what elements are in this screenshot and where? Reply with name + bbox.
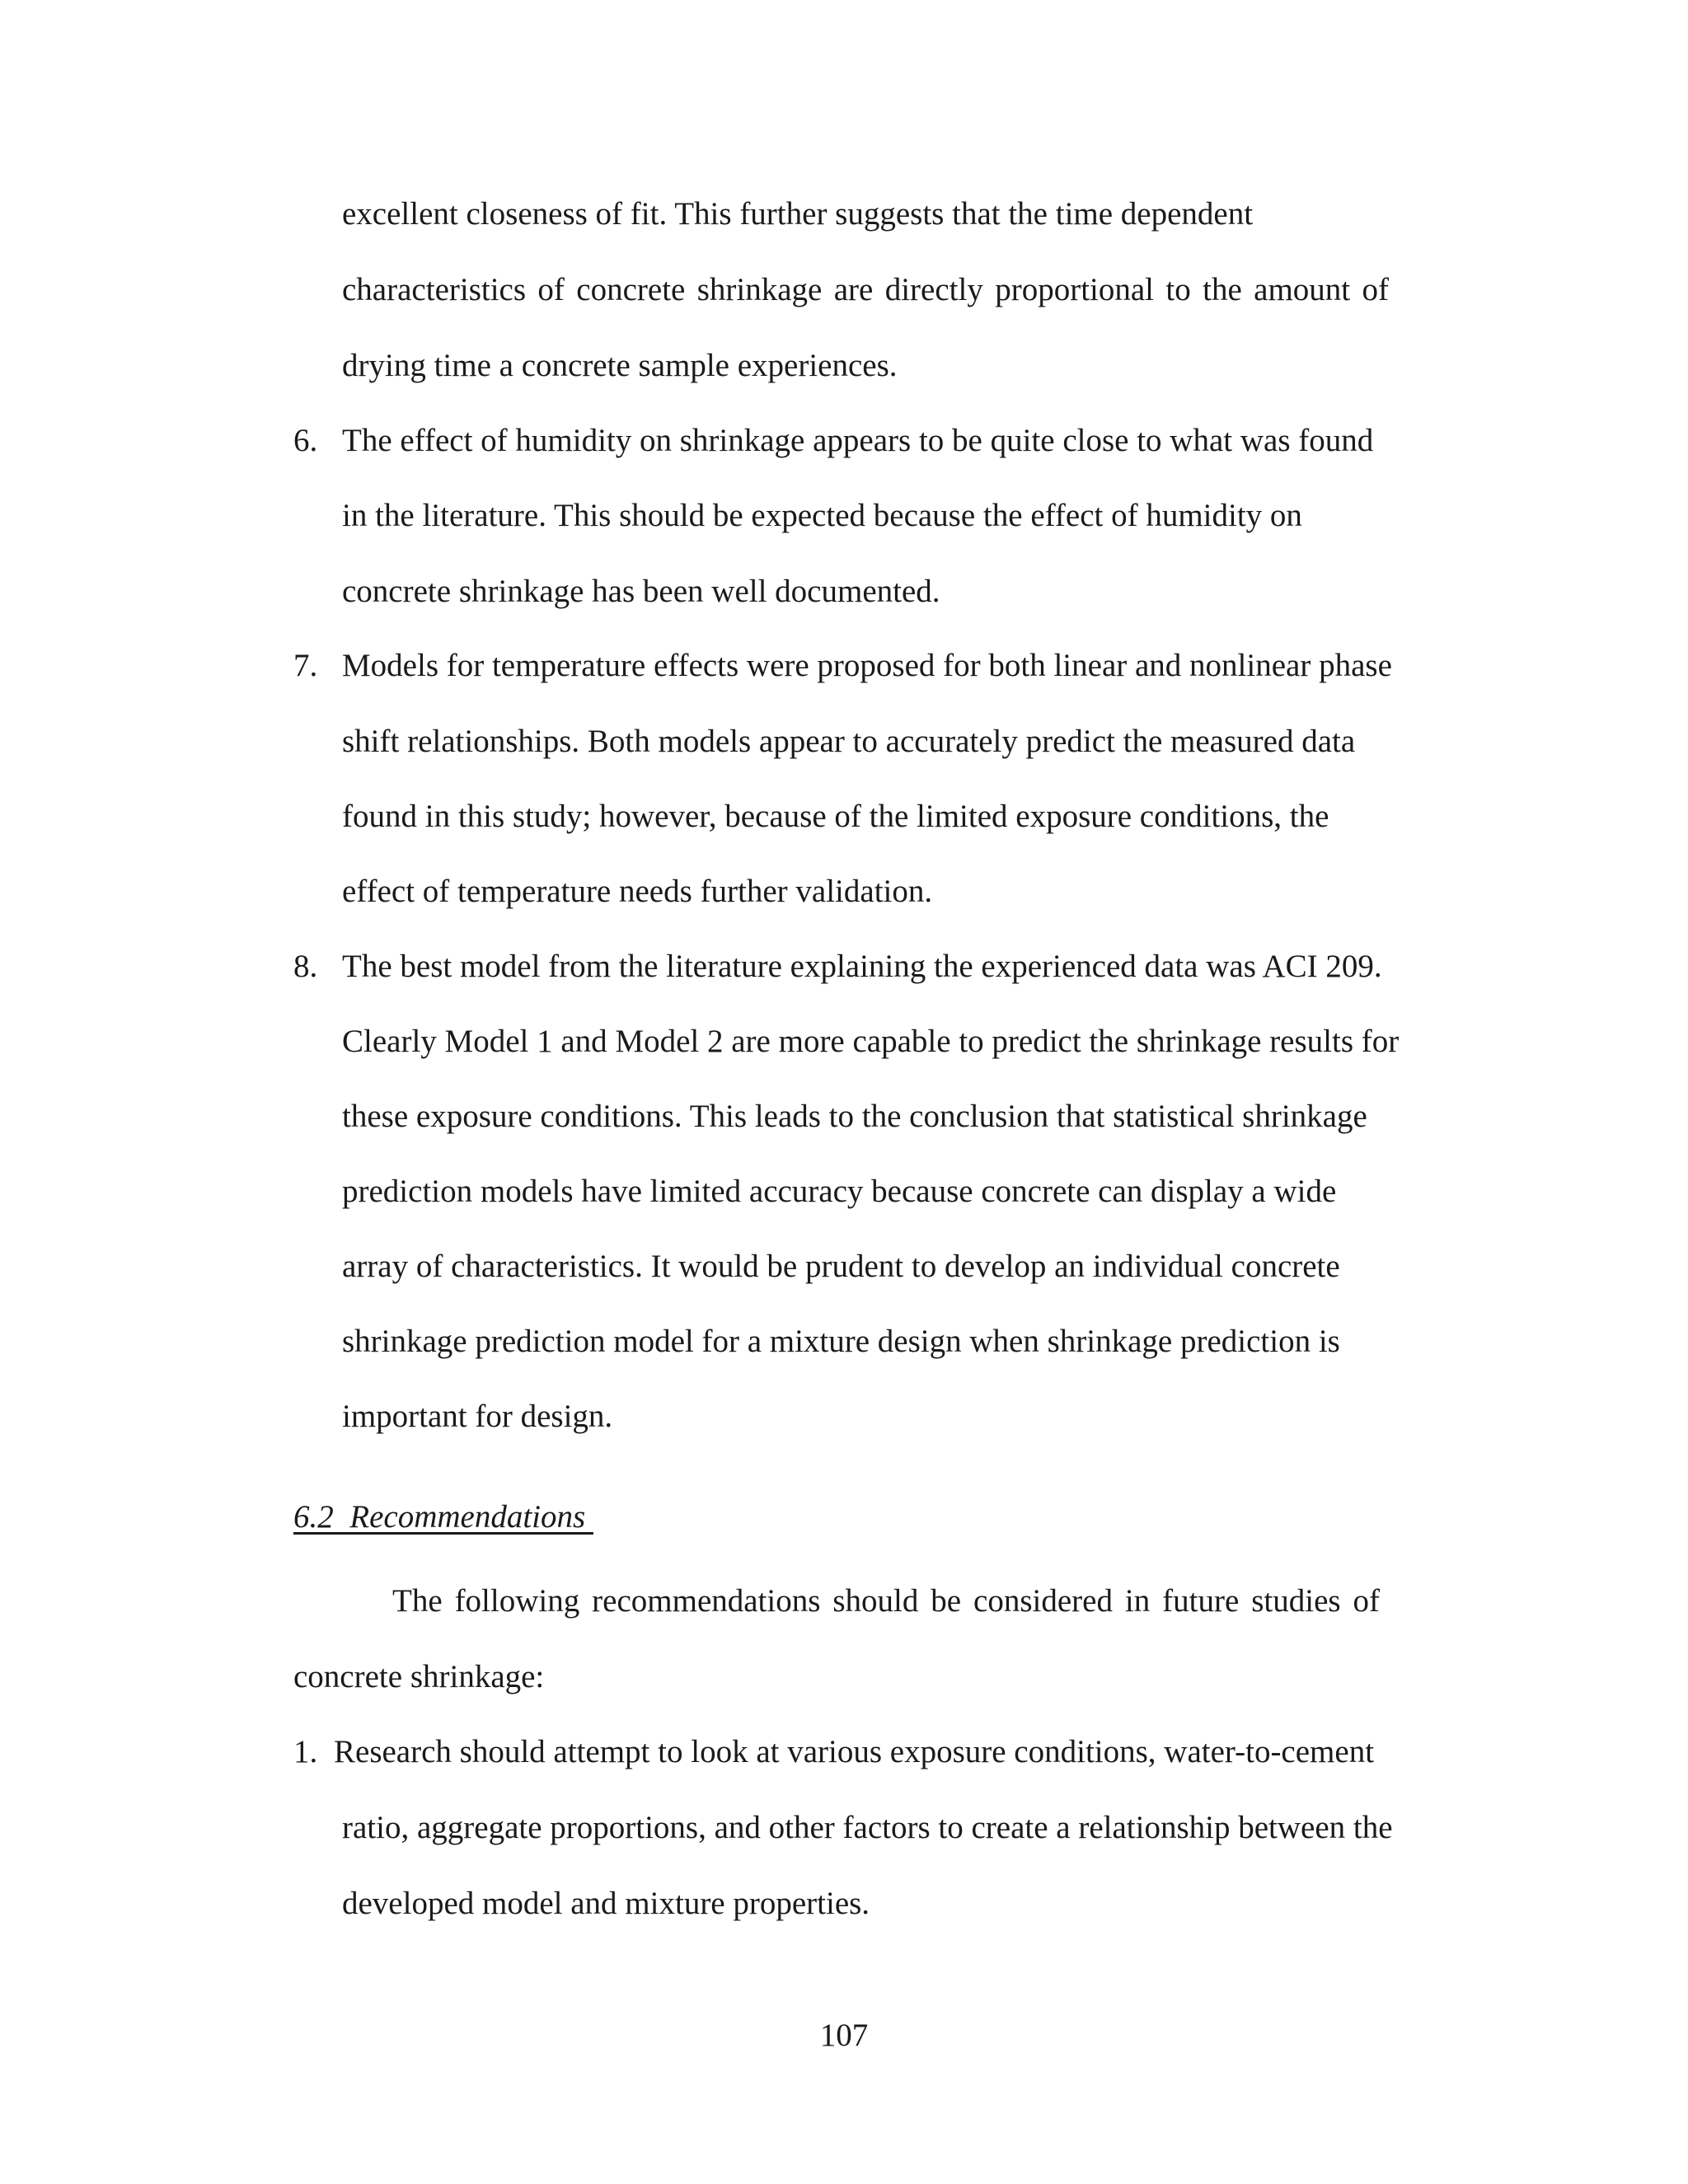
conclusion-6-line-3: concrete shrinkage has been well documented. — [342, 574, 940, 609]
conclusion-7-line-2: shift relationships. Both models appear to accurately predict the measured data — [342, 724, 1356, 759]
recommendations-intro-line-1: The following recommendations should be considered in future studies of — [392, 1583, 1380, 1619]
recommendation-1-line-2: ratio, aggregate proportions, and other factors to create a relationship between the — [342, 1810, 1393, 1845]
conclusion-8-line-7: important for design. — [342, 1399, 613, 1434]
conclusion-8-number: 8. — [293, 949, 318, 984]
continuation-line-2: characteristics of concrete shrinkage are directly proportional to the amount of — [342, 272, 1389, 307]
page-number: 107 — [819, 2018, 869, 2053]
conclusion-8-line-3: these exposure conditions. This leads to the conclusion that statistical shrinkage — [342, 1099, 1367, 1134]
conclusion-6-line-1: The effect of humidity on shrinkage appears to be quite close to what was found — [342, 423, 1374, 458]
conclusion-8-line-2: Clearly Model 1 and Model 2 are more capable to predict the shrinkage results for — [342, 1024, 1400, 1059]
recommendations-intro-line-2: concrete shrinkage: — [293, 1659, 545, 1694]
conclusion-8-line-1: The best model from the literature explaining the experienced data was ACI 209. — [342, 949, 1382, 984]
conclusion-6-line-2: in the literature. This should be expected because the effect of humidity on — [342, 498, 1302, 533]
conclusion-8-line-6: shrinkage prediction model for a mixture design when shrinkage prediction is — [342, 1324, 1340, 1359]
conclusion-7-number: 7. — [293, 648, 318, 683]
recommendation-1-line-3: developed model and mixture properties. — [342, 1886, 870, 1921]
continuation-line-3: drying time a concrete sample experiences. — [342, 348, 898, 383]
conclusion-6-number: 6. — [293, 423, 318, 458]
conclusion-7-line-3: found in this study; however, because of the limited exposure conditions, the — [342, 799, 1329, 834]
recommendation-1-line-1: Research should attempt to look at various exposure conditions, water-to-cement — [334, 1734, 1375, 1769]
conclusion-8-line-4: prediction models have limited accuracy because concrete can display a wide — [342, 1174, 1337, 1209]
conclusion-7-line-1: Models for temperature effects were proposed for both linear and nonlinear phase — [342, 648, 1392, 683]
section-heading-recommendations: 6.2 Recommendations — [293, 1499, 593, 1535]
continuation-line-1: excellent closeness of fit. This further suggests that the time dependent — [342, 196, 1254, 232]
recommendation-1-number: 1. — [293, 1734, 318, 1769]
conclusion-7-line-4: effect of temperature needs further validation. — [342, 874, 933, 909]
conclusion-8-line-5: array of characteristics. It would be prudent to develop an individual concrete — [342, 1249, 1340, 1284]
